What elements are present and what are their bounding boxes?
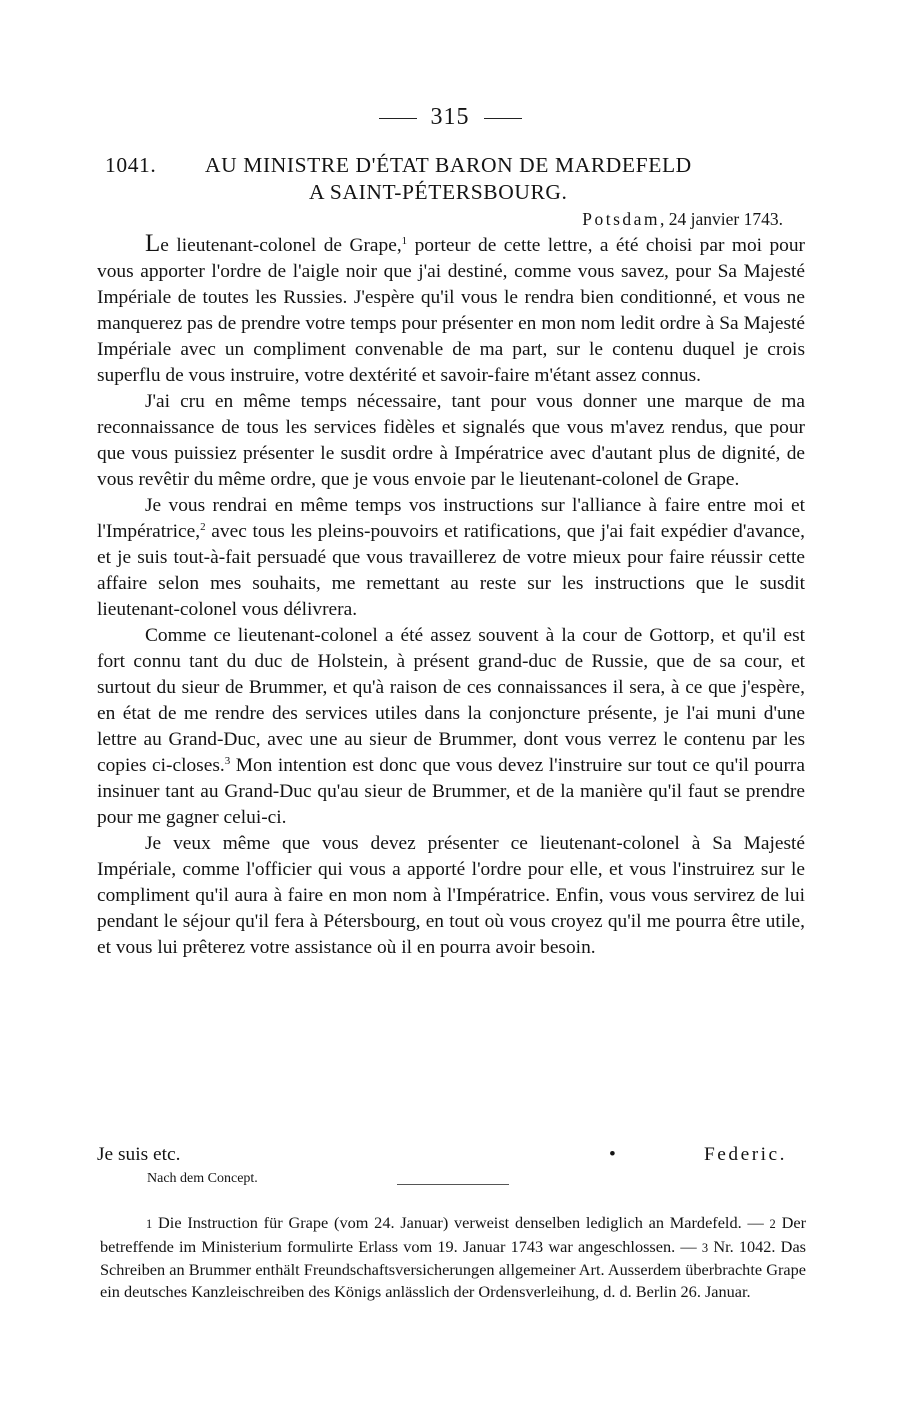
source-note: Nach dem Concept.	[147, 1171, 258, 1186]
dateline	[582, 209, 783, 230]
paragraph-text: Je vous rendrai en même temps vos instructions sur l'alliance à faire entre moi et l'Impératrice,	[97, 495, 805, 542]
page-number-dash-right	[484, 118, 522, 119]
paragraph-text: avec tous les pleins-pouvoirs et ratifications, que j'ai fait expédier d'avance, et je suis tout-à-fait persuadé que vous travaillerez de votre mieux pour faire réussir cette affaire selon mes souhaits, me remettant au reste sur les instructions que le susdit lieutenant-colonel vous délivrera.	[97, 521, 805, 620]
signoff-dot: •	[609, 1144, 616, 1165]
footnote-paragraph	[100, 1212, 806, 1302]
page-number	[0, 104, 900, 131]
footnote-text: Die Instruction für Grape (vom 24. Januar) verweist denselben lediglich an Mardefeld. —	[152, 1213, 770, 1232]
paragraph-text: J'ai cru en même temps nécessaire, tant pour vous donner une marque de ma reconnaissance de tous les services fidèles et signalés que vous m'avez rendus, que pour que vous puissiez présenter le susdit ordre à Impératrice avec d'autant plus de dignité, de vous revêtir du même ordre, que je vous envoie par le lieutenant-colonel de Grape.	[97, 391, 805, 490]
page-number-text: 315	[430, 104, 470, 130]
footnote-number: 2	[769, 1217, 776, 1231]
dateline-place: Potsdam	[582, 209, 661, 229]
letter-paragraph	[97, 231, 805, 389]
letter-paragraph	[97, 623, 805, 831]
footnote-marker: 2	[200, 521, 206, 533]
letter-body	[97, 231, 805, 961]
letter-paragraph	[97, 389, 805, 493]
footnote-text: Der betreffende im Ministerium formulirte Erlass vom 19. Januar 1743 war angeschlossen. —	[100, 1213, 806, 1256]
footnote-number: 1	[146, 1217, 153, 1231]
letter-paragraph	[97, 493, 805, 623]
closing-formula: Je suis etc.	[97, 1144, 181, 1165]
footnote-marker: 1	[401, 235, 408, 247]
heading-line-2: A SAINT-PÉTERSBOURG.	[309, 180, 568, 204]
footnotes	[100, 1212, 806, 1302]
signature: Federic.	[704, 1144, 787, 1165]
letter-paragraph	[97, 831, 805, 961]
paragraph-text: Le lieutenant-colonel de Grape,	[145, 230, 402, 257]
paragraph-text: Je veux même que vous devez présenter ce lieutenant-colonel à Sa Majesté Impériale, comme l'officier qui vous a apporté l'ordre pour elle, et vous l'instruirez sur le compliment qu'il aura à faire en mon nom à l'Impératrice. Enfin, vous vous servirez de lui pendant le séjour qu'il fera à Pétersbourg, en tout où vous croyez qu'il me pourra être utile, et vous lui prêterez votre assistance où il en pourra avoir besoin.	[97, 833, 805, 958]
paragraph-text: Mon intention est donc que vous devez l'instruire sur tout ce qu'il pourra insinuer tant au Grand-Duc qu'au sieur de Brummer, et de la manière qu'il faut se prendre pour me gagner celui-ci.	[97, 755, 805, 828]
dateline-date: , 24 janvier 1743.	[660, 209, 783, 229]
footnote-text: Nr. 1042. Das Schreiben an Brummer enthält Freundschaftsversicherungen allgemeiner Art. Ausserdem überbrachte Grape ein deutsches Kanzleischreiben des Königs anlässlich der Ordensverleihung, d. d. Berlin 26. Januar.	[100, 1236, 807, 1301]
paragraph-text: porteur de cette lettre, a été choisi par moi pour vous apporter l'ordre de l'aigle noir que j'ai destiné, comme vous savez, pour Sa Majesté Impériale de toutes les Russies. J'espère qu'il vous le rendra bien conditionné, et vous ne manquerez pas de prendre votre temps pour présenter en mon nom ledit ordre à Sa Majesté Impériale avec un compliment convenable de ma part, sur le contenu duquel je crois superflu de vous instruire, votre dextérité et savoir-faire m'étant assez connus.	[97, 235, 805, 386]
heading-line-1: AU MINISTRE D'ÉTAT BARON DE MARDEFELD	[205, 153, 692, 177]
footnote-marker: 3	[224, 755, 231, 767]
page-number-dash-left	[379, 118, 417, 119]
footnote-separator	[397, 1184, 509, 1185]
letter-number: 1041.	[105, 153, 157, 177]
footnote-number: 3	[701, 1240, 709, 1255]
paragraph-text: Comme ce lieutenant-colonel a été assez souvent à la cour de Gottorp, et qu'il est fort connu tant du duc de Holstein, à présent grand-duc de Russie, que de sa cour, et surtout du sieur de Brummer, et qu'à raison de ces connaissances il sera, à ce que j'espère, en état de me rendre des services utiles dans la conjoncture présente, je l'ai muni d'une lettre au Grand-Duc, avec une au sieur de Brummer, dont vous verrez le contenu par les copies ci-closes.	[97, 625, 805, 776]
